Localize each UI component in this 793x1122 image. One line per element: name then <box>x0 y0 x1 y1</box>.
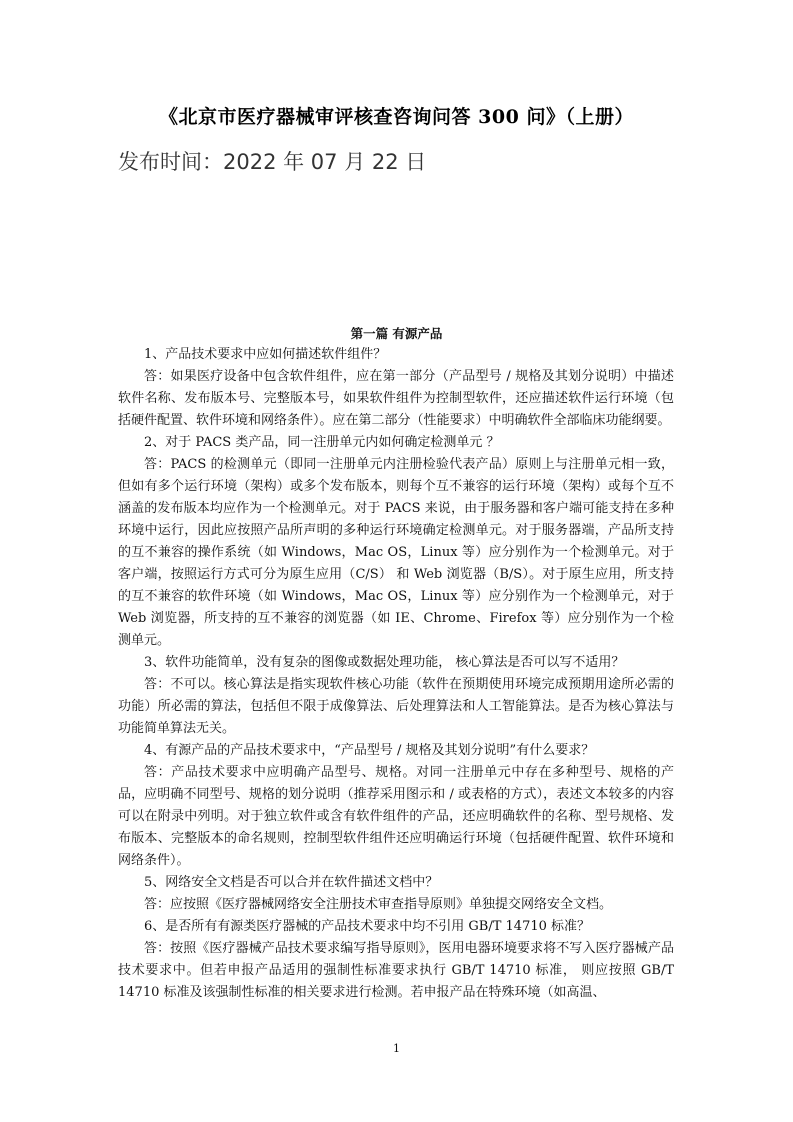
question-3: 3、软件功能简单，没有复杂的图像或数据处理功能， 核心算法是否可以写不适用？ <box>144 655 625 670</box>
question-1: 1、产品技术要求中应如何描述软件组件？ <box>144 347 387 362</box>
question-4: 4、有源产品的产品技术要求中，“产品型号 / 规格及其划分说明”有什么要求？ <box>144 743 595 758</box>
page-number: 1 <box>393 1042 400 1055</box>
publish-date: 发布时间：2022 年 07 月 22 日 <box>118 150 427 174</box>
document-body <box>118 344 674 1004</box>
answer-4: 答：产品技术要求中应明确产品型号、规格。对同一注册单元中存在多种型号、规格的产品，应明确不同型号、规格的划分说明（推荐采用图示和 / 或表格的方式），表述文本较多的内容可以在附录中列明。对于独立软件或含有软件组件的产品，还应明确软件的名称、型号规格、发布版本、完整版本的命名规则，控制型软件组件还应明确运行环境（包括硬件配置、软件环境和网络条件）。 <box>118 765 674 868</box>
question-5: 5、网络安全文档是否可以合并在软件描述文档中？ <box>144 875 439 890</box>
answer-2: 答：PACS 的检测单元（即同一注册单元内注册检验代表产品）原则上与注册单元相一致，但如有多个运行环境（架构）或多个发布版本，则每个互不兼容的运行环境（架构）或每个互不涵盖的发布版本均应作为一个检测单元。对于 PACS 来说，由于服务器和客户端可能支持在多种环境中运行，因此应按照产品所声明的多种运行环境确定检测单元。对于服务器端，产品所支持的互不兼容的操作系统（如 Windows，Mac OS，Linux 等）应分别作为一个检测单元。对于客户端，按照运行方式可分为原生应用（C/S） 和 Web 浏览器（B/S）。对于原生应用，所支持的互不兼容的软件环境（如 Windows，Mac OS，Linux 等）应分别作为一个检测单元，对于 Web 浏览器，所支持的互不兼容的浏览器（如 IE、Chrome、Firefox 等）应分别作为一个检测单元。 <box>118 457 674 648</box>
answer-3: 答：不可以。核心算法是指实现软件核心功能（软件在预期使用环境完成预期用途所必需的功能）所必需的算法，包括但不限于成像算法、后处理算法和人工智能算法。是否为核心算法与功能简单算法无关。 <box>118 677 674 736</box>
answer-5: 答：应按照《医疗器械网络安全注册技术审查指导原则》单独提交网络安全文档。 <box>144 897 613 912</box>
answer-6: 答：按照《医疗器械产品技术要求编写指导原则》，医用电器环境要求将不写入医疗器械产品技术要求中。但若申报产品适用的强制性标准要求执行 GB/T 14710 标准， 则应按照 GB/T 14710 标准及该强制性标准的相关要求进行检测。若申报产品在特殊环境（如高温、 <box>118 941 674 1000</box>
question-6: 6、是否所有有源类医疗器械的产品技术要求中均不引用 GB/T 14710 标准？ <box>144 919 591 934</box>
question-2: 2、对于 PACS 类产品，同一注册单元内如何确定检测单元 ？ <box>144 435 500 450</box>
document-title: 《北京市医疗器械审评核查咨询问答 300 问》（上册） <box>159 106 634 128</box>
section-title: 第一篇 有源产品 <box>350 326 443 341</box>
answer-1: 答：如果医疗设备中包含软件组件，应在第一部分（产品型号 / 规格及其划分说明）中描述软件名称、发布版本号、完整版本号，如果软件组件为控制型软件，还应描述软件运行环境（包括硬件配置、软件环境和网络条件）。应在第二部分（性能要求）中明确软件全部临床功能纲要。 <box>118 369 674 428</box>
